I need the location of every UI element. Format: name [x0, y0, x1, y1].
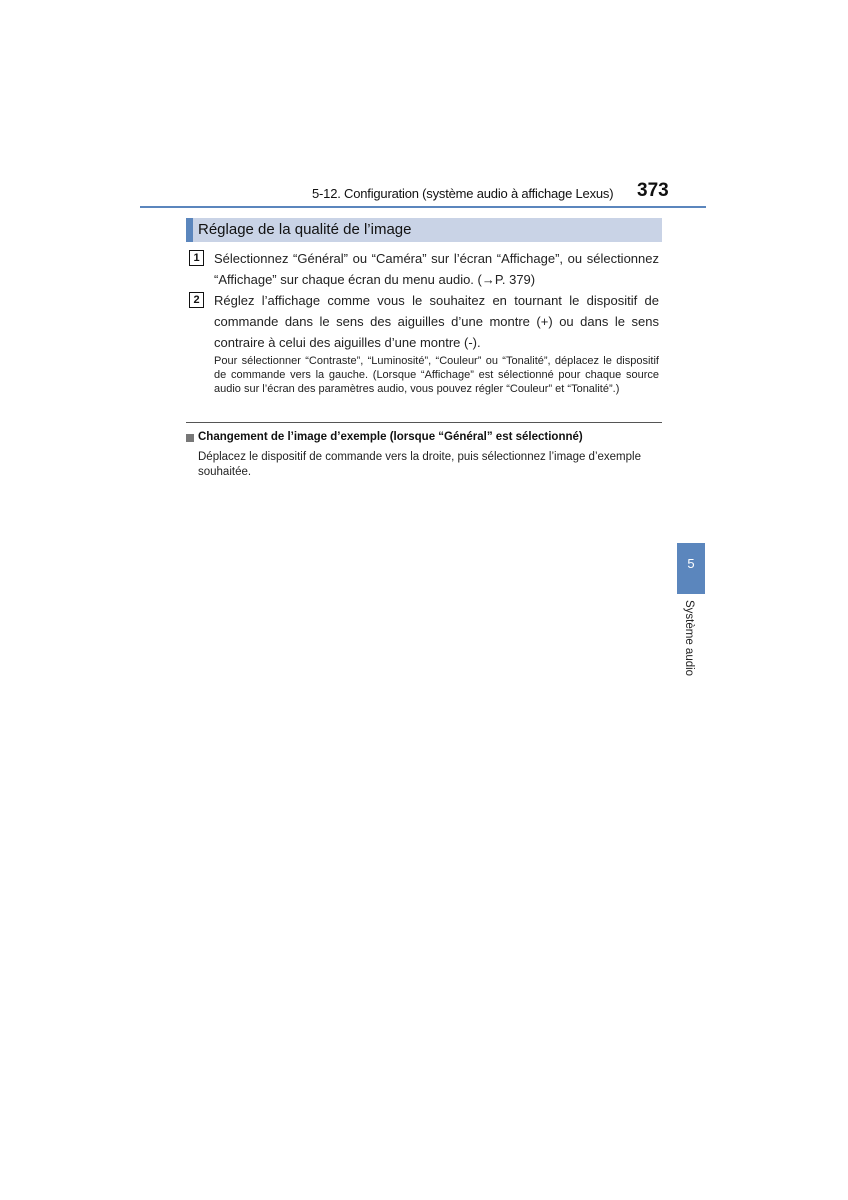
- section-heading: [186, 218, 662, 242]
- step-2-note: Pour sélectionner “Contraste”, “Luminosité”, “Couleur” ou “Tonalité”, déplacez le dispositif de commande vers la gauche. (Lorsque “Affichage” est sélectionné pour chaque source audio sur l’écran des paramètres audio, vous pouvez régler “Couleur” et “Tonalité”.): [214, 355, 659, 395]
- page-number: 373: [637, 180, 669, 201]
- step-text-2: Réglez l’affichage comme vous le souhaitez en tournant le dispositif de commande dans le sens des aiguilles d’une montre (+) ou dans le sens contraire à celui des aiguilles d’une montre (-).: [214, 293, 659, 350]
- header-rule: [140, 206, 706, 208]
- step-text-1: Sélectionnez “Général” ou “Caméra” sur l’écran “Affichage”, ou sélectionnez “Affichage” sur chaque écran du menu audio. (→P. 379): [214, 251, 659, 287]
- step-number-1: 1: [189, 250, 204, 266]
- square-bullet-icon: [186, 434, 194, 442]
- chapter-tab-number: 5: [687, 556, 695, 571]
- subsection-heading: Changement de l’image d’exemple (lorsque “Général” est sélectionné): [198, 431, 583, 443]
- section-heading-label: Réglage de la qualité de l’image: [198, 221, 412, 238]
- chapter-title: 5-12. Configuration (système audio à affichage Lexus): [312, 186, 614, 201]
- chapter-tab: [677, 543, 705, 594]
- chapter-tab-label: Système audio: [683, 600, 695, 677]
- subsection-text: Déplacez le dispositif de commande vers la droite, puis sélectionnez l’image d’exemple souhaitée.: [198, 451, 641, 478]
- step-number-2: 2: [189, 292, 204, 308]
- section-divider: [186, 422, 662, 423]
